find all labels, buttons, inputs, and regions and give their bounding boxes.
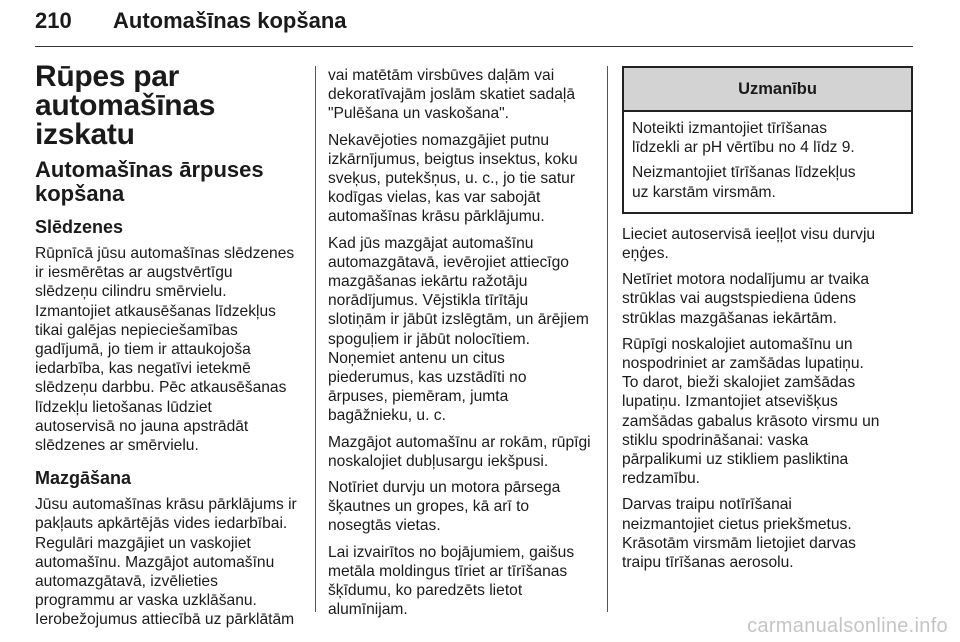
text-line: dekoratīvajām joslām skatiet sadaļā <box>328 86 576 104</box>
paragraph <box>622 335 914 489</box>
paragraph <box>622 270 914 328</box>
text-line: izkārnījumus, beigtus insektus, koku <box>328 150 578 168</box>
column-2 <box>328 66 598 626</box>
page-header <box>35 2 913 46</box>
paragraph <box>328 478 598 536</box>
text-line: strūklas vai augstspiediena ūdens <box>622 290 857 308</box>
text-line: Regulāri mazgājiet un vaskojiet <box>35 534 251 552</box>
text-line: automašīnu. Mazgājot automašīnu <box>35 553 275 571</box>
column-divider-2 <box>607 66 608 612</box>
text-line: automazgātavā, izvēlieties <box>35 573 218 591</box>
page-title-line-1: Rūpes par automašīnas <box>35 60 216 122</box>
text-line: Lieciet autoservisā ieeļļot visu durvju <box>622 225 876 243</box>
text-line: Mazgājot automašīnu ar rokām, rūpīgi <box>328 433 591 451</box>
text-line: Izmantojiet atkausēšanas līdzekļus <box>35 302 276 320</box>
text-line: autoservisā no jauna apstrādāt <box>35 417 249 435</box>
text-line: zamšādas gabalus krāsoto virsmu un <box>622 412 880 430</box>
paragraph <box>632 119 903 157</box>
text-line: ārpuses, piemēram, jumta <box>328 388 509 406</box>
section-heading-line-1: Automašīnas ārpuses <box>35 157 264 182</box>
text-line: stiklu spodrināšanai: vaska <box>622 431 809 449</box>
text-line: sveķus, putekšņus, u. c., jo tie satur <box>328 170 576 188</box>
caution-body <box>624 112 911 212</box>
paragraph <box>328 66 598 124</box>
text-line: metāla moldingus tīriet ar tīrīšanas <box>328 562 568 580</box>
paragraph <box>622 495 914 572</box>
paragraph <box>328 234 598 426</box>
caution-box <box>622 66 913 214</box>
text-line: Rūpīgi noskalojiet automašīnu un <box>622 335 853 353</box>
text-line: ir iesmērētas ar augstvērtīgu <box>35 264 233 282</box>
washing-paragraph <box>35 495 305 629</box>
text-line: slēdzenes ar smērvielu. <box>35 437 199 455</box>
text-line: uz karstām virsmām. <box>632 183 776 201</box>
text-line: slēdzeņu darbbu. Pēc atkausēšanas <box>35 379 287 397</box>
text-line: Ierobežojumus attiecībā uz pārklātām <box>35 611 295 629</box>
caution-title: Uzmanību <box>624 68 911 112</box>
text-line: mazgāšanas iekārtu ražotāju <box>328 273 528 291</box>
paragraph <box>622 225 914 263</box>
text-line: Jūsu automašīnas krāsu pārklājums ir <box>35 496 297 514</box>
page-number: 210 <box>35 8 72 33</box>
text-line: Rūpnīcā jūsu automašīnas slēdzenes <box>35 245 295 262</box>
page-title-line-2: izskatu <box>35 118 135 151</box>
text-line: bagāžnieku, u. c. <box>328 407 446 425</box>
text-line: slēdzeņu cilindru smērvielu. <box>35 283 227 301</box>
text-line: neizmantojiet cietus priekšmetus. <box>622 515 852 533</box>
section-heading <box>35 158 305 206</box>
text-line: iedarbība, kas negatīvi ietekmē <box>35 360 251 378</box>
text-line: šķautnes un gropes, kā arī to <box>328 498 530 516</box>
column-divider-1 <box>315 66 316 612</box>
text-line: "Pulēšana un vaskošana". <box>328 105 509 123</box>
text-line: kodīgas vielas, kas var sabojāt <box>328 189 541 207</box>
text-line: Noteikti izmantojiet tīrīšanas <box>632 120 827 137</box>
text-line: strūklas mazgāšanas iekārtām. <box>622 309 837 327</box>
header-rule <box>35 46 913 47</box>
paragraph <box>328 131 598 227</box>
paragraph <box>328 543 598 620</box>
text-line: eņģes. <box>622 245 669 263</box>
text-line: Netīriet motora nodalījumu ar tvaika <box>622 271 870 289</box>
text-line: gadījumā, jo tiem ir attaukojoša <box>35 341 251 359</box>
paragraph <box>328 433 598 471</box>
text-line: spoguļiem ir jābūt nolocītiem. <box>328 330 530 348</box>
text-line: līdzekļu lietošanas lūdziet <box>35 398 212 416</box>
text-line: līdzekli ar pH vērtību no 4 līdz 9. <box>632 139 855 157</box>
text-line: slotiņām ir jābūt izslēgtām, un ārējiem <box>328 311 589 329</box>
text-line: nosegtās vietas. <box>328 517 441 535</box>
text-line: automazgātavā, ievērojiet attiecīgo <box>328 253 569 271</box>
text-line: Neizmantojiet tīrīšanas līdzekļus <box>632 164 856 182</box>
text-line: traipu tīrīšanas aerosolu. <box>622 554 794 572</box>
text-line: noskalojiet dubļusargu iekšpusi. <box>328 452 549 470</box>
text-line: norādījumus. Vējstikla tīrītāju <box>328 292 529 310</box>
washing-heading: Mazgāšana <box>35 468 132 489</box>
page-title <box>35 62 305 149</box>
column-3 <box>622 66 914 579</box>
locks-heading: Slēdzenes <box>35 217 124 237</box>
text-line: tikai galējas nepieciešamības <box>35 321 238 339</box>
text-line: Darvas traipu notīrīšanai <box>622 496 792 514</box>
text-line: nospodriniet ar zamšādas lupatiņu. <box>622 355 864 373</box>
text-line: alumīnijam. <box>328 601 408 619</box>
text-line: Lai izvairītos no bojājumiem, gaišus <box>328 543 575 561</box>
text-line: Krāsotām virsmām lietojiet darvas <box>622 534 856 552</box>
column-1 <box>35 62 305 637</box>
text-line: šķīdumu, ko paredzēts lietot <box>328 582 523 600</box>
chapter-title: Automašīnas kopšana <box>113 8 347 33</box>
text-line: Kad jūs mazgājat automašīnu <box>328 234 534 252</box>
text-line: automašīnas krāsu pārklājumu. <box>328 208 545 226</box>
text-line: pārpalikumi uz stikliem pasliktina <box>622 451 849 469</box>
text-line: To darot, bieži skalojiet zamšādas <box>622 374 856 392</box>
section-heading-line-2: kopšana <box>35 181 125 206</box>
text-line: piederumus, kas uzstādīti no <box>328 369 527 387</box>
text-line: Nekavējoties nomazgājiet putnu <box>328 131 550 149</box>
watermark: carmanualsonline.info <box>747 615 948 637</box>
paragraph <box>632 163 903 201</box>
text-line: Noņemiet antenu un citus <box>328 349 505 367</box>
text-line: pakļauts apkārtējās vides iedarbībai. <box>35 515 288 533</box>
text-line: programmu ar vaska uzklāšanu. <box>35 592 257 610</box>
text-line: vai matētām virsbūves daļām vai <box>328 67 555 84</box>
locks-paragraph <box>35 244 305 455</box>
text-line: redzamību. <box>622 470 701 488</box>
text-line: lupatiņu. Izmantojiet atsevišķus <box>622 393 838 411</box>
text-line: Notīriet durvju un motora pārsega <box>328 479 561 497</box>
